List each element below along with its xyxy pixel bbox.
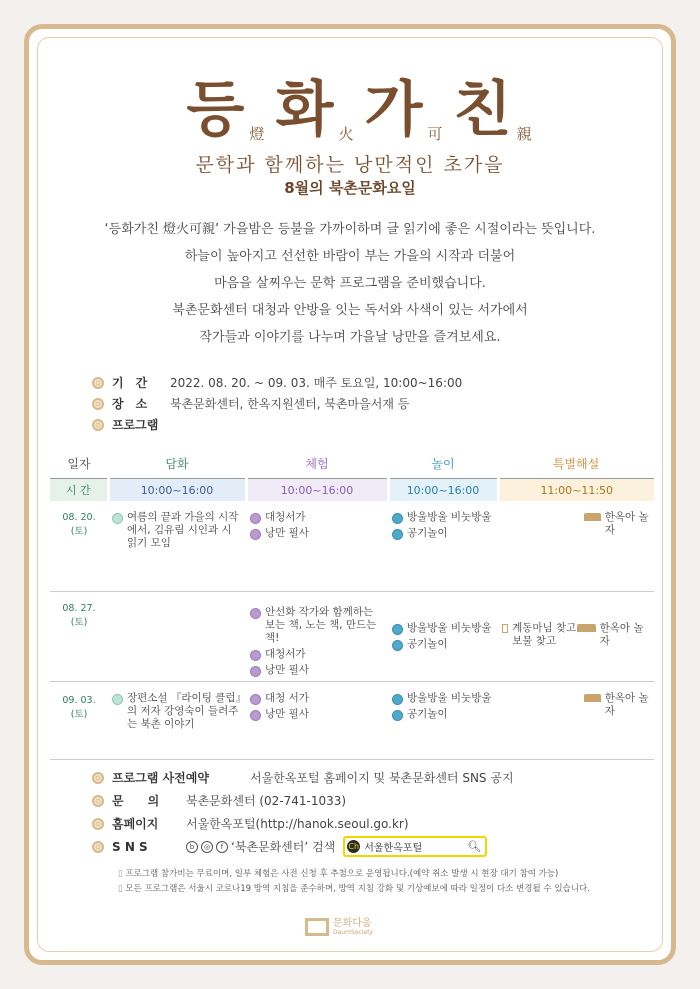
event-info xyxy=(92,372,462,435)
experience-cell: 대청서가 낭만 필사 xyxy=(246,501,388,591)
date-cell: 08. 20. (토) xyxy=(50,501,108,591)
header-date: 일자 xyxy=(50,448,108,479)
intro-line: 마음을 살찌우는 문학 프로그램을 준비했습니다. xyxy=(214,276,486,291)
time-talk: 10:00~16:00 xyxy=(108,479,246,502)
special-cell: 한옥아 놀자 xyxy=(498,501,654,591)
header-talk: 담화 xyxy=(108,448,246,479)
circle-bullet-icon xyxy=(112,694,123,705)
period-row: 기 간 2022. 08. 20. ~ 09. 03. 매주 토요일, 10:00~16:00 xyxy=(92,372,462,393)
treasure-box-icon xyxy=(502,624,508,633)
play-cell: 방울방울 비눗방울 공기놀이 xyxy=(388,591,498,681)
date-cell: 08. 27. (토) xyxy=(50,591,108,681)
date-cell: 09. 03. (토) xyxy=(50,681,108,759)
circle-bullet-icon xyxy=(250,694,261,705)
play-cell: 방울방울 비눗방울 공기놀이 xyxy=(388,681,498,759)
note-line: ▯ 모든 프로그램은 서울시 코로나19 방역 지침을 준수하며, 방역 지침 강화 및 기상예보에 따라 일정이 다소 변경될 수 있습니다. xyxy=(118,884,590,894)
talk-cell xyxy=(108,591,246,681)
reserve-row: 프로그램 사전예약 서울한옥포털 홈페이지 및 북촌문화센터 SNS 공지 xyxy=(92,766,514,789)
intro-line: ‘등화가친 燈火可親’ 가을밤은 등불을 가까이하며 글 읽기에 좋은 시절이라는 뜻입니다. xyxy=(104,222,596,237)
intro-line: 하늘이 높아지고 선선한 바람이 부는 가을의 시작과 더불어 xyxy=(184,249,516,264)
play-cell: 방울방울 비눗방울 공기놀이 xyxy=(388,501,498,591)
hanok-roof-icon xyxy=(577,624,596,632)
table-row xyxy=(50,591,654,681)
title-char-1: 등 燈 xyxy=(186,75,265,145)
special-cell: 계동마님 찾고 보물 찾고 한옥아 놀자 xyxy=(498,591,654,681)
time-play: 10:00~16:00 xyxy=(388,479,498,502)
flower-bullet-icon xyxy=(92,398,104,410)
experience-cell: 대청 서가 낭만 필사 xyxy=(246,681,388,759)
homepage-link[interactable]: 서울한옥포털(http://hanok.seoul.go.kr) xyxy=(186,817,409,831)
instagram-icon[interactable]: ◎ xyxy=(201,841,213,853)
kakao-search-box[interactable]: Ch 서울한옥포털 🔍︎ xyxy=(343,836,487,857)
table-row xyxy=(50,681,654,759)
notes xyxy=(118,867,590,897)
subtitle-event: 8월의 북촌문화요일 xyxy=(284,179,416,197)
title-char-4: 친 親 xyxy=(453,75,532,145)
search-icon[interactable]: 🔍︎ xyxy=(467,840,482,853)
sns-row: S N S b ◎ f ‘북촌문화센터’ 검색 Ch 서울한옥포털 🔍︎ xyxy=(92,835,514,858)
circle-bullet-icon xyxy=(250,666,261,677)
logo-mark-icon xyxy=(305,918,329,936)
circle-bullet-icon xyxy=(392,513,403,524)
header-experience: 체험 xyxy=(246,448,388,479)
intro-line: 작가들과 이야기를 나누며 가을날 낭만을 즐겨보세요. xyxy=(199,330,501,345)
circle-bullet-icon xyxy=(112,513,123,524)
header-play: 놀이 xyxy=(388,448,498,479)
flower-bullet-icon xyxy=(92,818,104,830)
kakao-channel-icon: Ch xyxy=(348,842,360,851)
special-cell: 한옥아 놀자 xyxy=(498,681,654,759)
note-icon: ▯ xyxy=(118,869,126,879)
hanok-roof-icon xyxy=(584,513,601,521)
program-row: 프로그램 xyxy=(92,414,462,435)
intro-line: 북촌문화센터 대청과 안방을 잇는 독서와 사색이 있는 서가에서 xyxy=(172,303,528,318)
intro-text xyxy=(0,216,700,351)
title-char-3: 가 可 xyxy=(364,75,443,145)
homepage-row: 홈페이지 서울한옥포털(http://hanok.seoul.go.kr) xyxy=(92,812,514,835)
time-experience: 10:00~16:00 xyxy=(246,479,388,502)
circle-bullet-icon xyxy=(392,624,403,635)
time-label: 시 간 xyxy=(50,479,108,502)
table-header-row xyxy=(50,448,654,479)
flower-bullet-icon xyxy=(92,772,104,784)
flower-bullet-icon xyxy=(92,795,104,807)
experience-cell: 안선화 작가와 함께하는 보는 책, 노는 책, 만드는 책! 대청서가 낭만 필사 xyxy=(246,591,388,681)
circle-bullet-icon xyxy=(392,529,403,540)
footer-info xyxy=(92,766,514,858)
poster-title xyxy=(0,62,700,148)
organization-logo: 문화다움 DaumSociety xyxy=(305,918,373,936)
circle-bullet-icon xyxy=(250,710,261,721)
header-special: 특별해설 xyxy=(498,448,654,479)
program-table xyxy=(50,448,654,760)
talk-cell: 장편소설 『라이팅 클럽』의 저자 강영숙이 들려주는 북촌 이야기 xyxy=(108,681,246,759)
hanok-roof-icon xyxy=(584,694,601,702)
place-row: 장 소 북촌문화센터, 한옥지원센터, 북촌마을서재 등 xyxy=(92,393,462,414)
circle-bullet-icon xyxy=(392,694,403,705)
talk-cell: 여름의 끝과 가을의 시작에서, 김유림 시인과 시 읽기 모임 xyxy=(108,501,246,591)
circle-bullet-icon xyxy=(250,650,261,661)
subtitle-main: 문학과 함께하는 낭만적인 초가을 xyxy=(195,154,505,176)
title-char-2: 화 火 xyxy=(275,75,354,145)
circle-bullet-icon xyxy=(250,529,261,540)
circle-bullet-icon xyxy=(250,608,261,619)
flower-bullet-icon xyxy=(92,377,104,389)
blog-icon[interactable]: b xyxy=(186,841,198,853)
note-icon: ▯ xyxy=(118,884,126,894)
facebook-icon[interactable]: f xyxy=(216,841,228,853)
time-special: 11:00~11:50 xyxy=(498,479,654,502)
contact-row: 문 의 북촌문화센터 (02-741-1033) xyxy=(92,789,514,812)
flower-bullet-icon xyxy=(92,841,104,853)
circle-bullet-icon xyxy=(392,640,403,651)
time-row xyxy=(50,479,654,502)
circle-bullet-icon xyxy=(392,710,403,721)
flower-bullet-icon xyxy=(92,419,104,431)
circle-bullet-icon xyxy=(250,513,261,524)
table-row xyxy=(50,501,654,591)
note-line: ▯ 프로그램 참가비는 무료이며, 일부 체험은 사전 신청 후 추첨으로 운영됩니다.(예약 취소 발생 시 현장 대기 참여 가능) xyxy=(118,869,559,879)
